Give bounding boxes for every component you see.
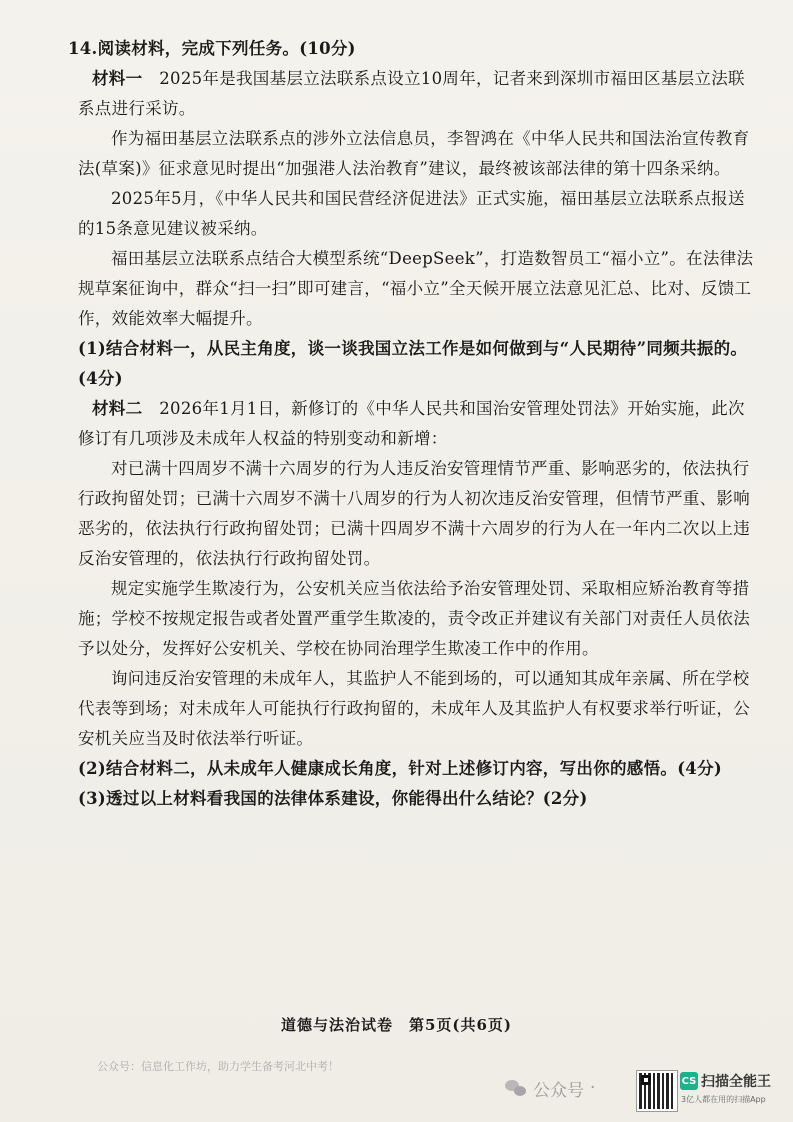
material2-p2: 对已满十四周岁不满十六周岁的行为人违反治安管理情节严重、影响恶劣的，依法执行行政拘留处罚；已满十六周岁不满十八周岁的行为人初次违反治安管理，但情节严重、影响恶劣的，依法执行行政拘留处罚；已满十四周岁不满十六周岁的行为人在一年内二次以上违反治安管理的，依法执行行政拘留处罚。 (78, 459, 750, 568)
question-14 (68, 34, 758, 814)
material2-p4: 询问违反治安管理的未成年人，其监护人不能到场的，可以通知其成年亲属、所在学校代表等到场；对未成年人可能执行行政拘留的，未成年人及其监护人有权要求举行听证，公安机关应当及时依法举行听证。 (78, 669, 750, 748)
wechat-icon (505, 1079, 527, 1097)
material2-intro (78, 394, 758, 454)
task-3: (3)透过以上材料看我国的法律体系建设，你能得出什么结论？(2分) (78, 789, 588, 808)
separator-dot: · (590, 1078, 596, 1098)
scanner-app-name: 扫描全能王 (701, 1074, 771, 1090)
material1-label: 材料一 (92, 69, 143, 88)
material1-intro (78, 64, 758, 124)
watermark-text: 公众号：信息化工作坊，助力学生备考河北中考！ (97, 1060, 339, 1073)
task-1: (1)结合材料一，从民主角度，谈一谈我国立法工作是如何做到与“人民期待”同频共振的。(4分) (78, 339, 748, 388)
qr-code-icon[interactable] (637, 1071, 677, 1111)
question-header: 14.阅读材料，完成下列任务。(10分) (68, 39, 356, 58)
material1-p2: 作为福田基层立法联系点的涉外立法信息员，李智鸿在《中华人民共和国法治宣传教育法(草案)》征求意见时提出“加强港人法治教育”建议，最终被该部法律的第十四条采纳。 (78, 129, 750, 178)
page-footer: 道德与法治试卷 第5页(共6页) (280, 1016, 513, 1034)
material2-p1: 2026年1月1日，新修订的《中华人民共和国治安管理处罚法》开始实施，此次修订有几项涉及未成年人权益的特别变动和新增： (78, 399, 745, 448)
material2-label: 材料二 (92, 399, 143, 418)
task-2: (2)结合材料二，从未成年人健康成长角度，针对上述修订内容，写出你的感悟。(4分) (78, 759, 722, 778)
wechat-account-link[interactable] (505, 1075, 595, 1101)
material1-p3: 2025年5月，《中华人民共和国民营经济促进法》正式实施，福田基层立法联系点报送的15条意见建议被采纳。 (78, 189, 745, 238)
camscanner-logo-icon: CS (680, 1072, 698, 1090)
material1-p1: 2025年是我国基层立法联系点设立10周年，记者来到深圳市福田区基层立法联系点进行采访。 (78, 69, 745, 118)
wechat-label: 公众号 (533, 1080, 584, 1101)
material2-p3: 规定实施学生欺凌行为，公安机关应当依法给予治安管理处罚、采取相应矫治教育等措施；学校不按规定报告或者处置严重学生欺凌的，责令改正并建议有关部门对责任人员依法予以处分，发挥好公安机关、学校在协同治理学生欺凌工作中的作用。 (78, 579, 750, 658)
material1-p4: 福田基层立法联系点结合大模型系统“DeepSeek”，打造数智员工“福小立”。在法律法规草案征询中，群众“扫一扫”即可建言，“福小立”全天候开展立法意见汇总、比对、反馈工作，效能效率大幅提升。 (78, 249, 754, 328)
scanner-app-tagline: 3亿人都在用的扫描App (681, 1095, 766, 1104)
